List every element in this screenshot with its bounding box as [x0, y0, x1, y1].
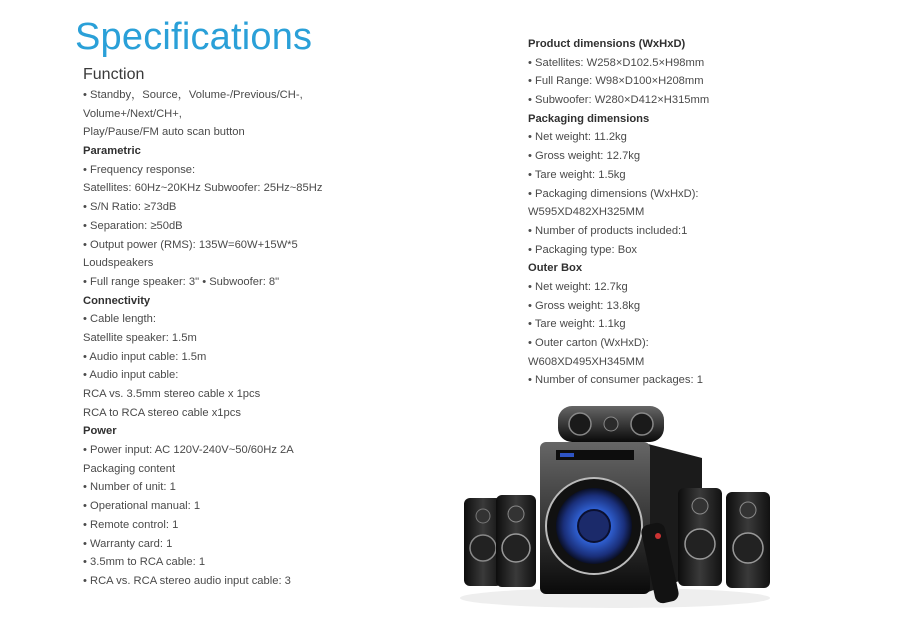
left-satellite-speakers — [464, 495, 536, 587]
spec-line: • Satellites: W258×D102.5×H98mm — [528, 56, 705, 69]
spec-line: • 3.5mm to RCA cable: 1 — [83, 556, 206, 569]
spec-line: • Tare weight: 1.1kg — [528, 318, 626, 331]
section-heading: Power — [83, 425, 117, 438]
spec-line: • Frequency response: — [83, 163, 196, 176]
speaker-system-image — [452, 398, 778, 612]
section-heading: Connectivity — [83, 294, 151, 307]
center-speaker — [558, 406, 664, 442]
page-title: Specifications — [75, 16, 313, 58]
spec-line: • Cable length: — [83, 313, 156, 326]
section-heading: Packaging dimensions — [528, 112, 650, 125]
spec-line: • Net weight: 12.7kg — [528, 280, 628, 293]
spec-line: • Number of products included:1 — [528, 224, 688, 237]
spec-line: • Output power (RMS): 135W=60W+15W*5 — [83, 238, 298, 251]
spec-line: • Subwoofer: W280×D412×H315mm — [528, 94, 710, 107]
spec-line: Satellites: 60Hz~20KHz Subwoofer: 25Hz~85Hz — [83, 182, 323, 195]
spec-line: Loudspeakers — [83, 257, 154, 270]
spec-line: Packaging content — [83, 462, 176, 475]
spec-line: • Operational manual: 1 — [83, 500, 201, 513]
spec-line: • RCA vs. RCA stereo audio input cable: 3 — [83, 574, 291, 587]
spec-line: Satellite speaker: 1.5m — [83, 331, 197, 344]
section-heading: Function — [83, 66, 145, 83]
spec-line: • Gross weight: 12.7kg — [528, 150, 641, 163]
specs-right-column — [528, 35, 888, 390]
section-heading: Parametric — [83, 145, 141, 158]
spec-line: • Separation: ≥50dB — [83, 219, 183, 232]
spec-line: • Gross weight: 13.8kg — [528, 299, 641, 312]
spec-line: • Outer carton (WxHxD): — [528, 337, 649, 349]
spec-line: • Full range speaker: 3" • Subwoofer: 8" — [83, 275, 280, 288]
subwoofer — [540, 442, 702, 594]
spec-line: • Full Range: W98×D100×H208mm — [528, 75, 704, 88]
spec-line: W595XD482XH325MM — [528, 206, 645, 219]
section-heading: Outer Box — [528, 262, 583, 275]
spec-line: • Number of unit: 1 — [83, 481, 176, 494]
spec-line: • Warranty card: 1 — [83, 537, 173, 550]
spec-line: • S/N Ratio: ≥73dB — [83, 201, 177, 214]
spec-line: • Tare weight: 1.5kg — [528, 168, 626, 181]
spec-line: • Power input: AC 120V-240V~50/60Hz 2A — [83, 444, 294, 457]
section-heading: Product dimensions (WxHxD) — [528, 38, 686, 50]
spec-line: • Packaging dimensions (WxHxD): — [528, 187, 699, 200]
spec-line: • Audio input cable: — [83, 369, 179, 382]
spec-line: • Audio input cable: 1.5m — [83, 350, 207, 363]
spec-line: • Standby，Source，Volume-/Previous/CH-, — [83, 89, 303, 101]
spec-line: W608XD495XH345MM — [528, 355, 645, 368]
spec-line: RCA to RCA stereo cable x1pcs — [83, 406, 241, 419]
spec-line: Play/Pause/FM auto scan button — [83, 126, 245, 139]
spec-line: RCA vs. 3.5mm stereo cable x 1pcs — [83, 388, 261, 400]
spec-line: • Remote control: 1 — [83, 518, 179, 531]
spec-line: • Net weight: 11.2kg — [528, 131, 627, 144]
spec-line: Volume+/Next/CH+, — [83, 107, 182, 120]
specs-left-column — [83, 64, 403, 591]
spec-line: • Number of consumer packages: 1 — [528, 374, 703, 387]
spec-line: • Packaging type: Box — [528, 243, 638, 256]
right-satellite-speakers — [678, 488, 770, 588]
